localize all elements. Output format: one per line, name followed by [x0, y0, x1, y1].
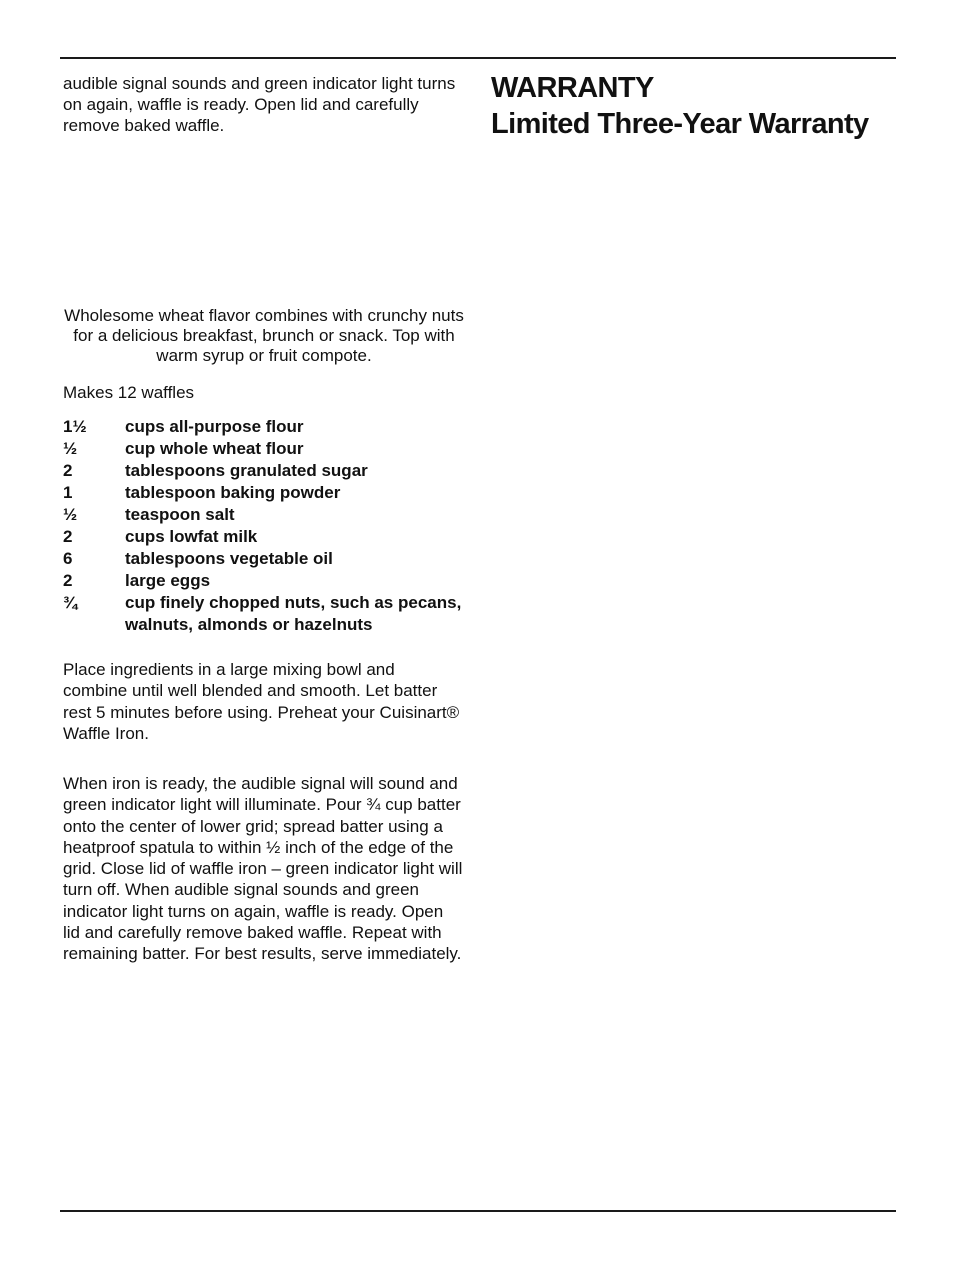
- ingredient-row: [63, 482, 463, 504]
- recipe-yield: Makes 12 waffles: [63, 383, 195, 402]
- ingredient-qty: 2: [63, 461, 73, 480]
- ingredient-qty: ½: [63, 505, 78, 524]
- ingredient-item: tablespoons granulated sugar: [125, 461, 368, 480]
- ingredient-qty: ¾: [63, 593, 78, 612]
- ingredient-item: cups lowfat milk: [125, 527, 258, 546]
- ingredient-qty: 1½: [63, 417, 87, 436]
- ingredient-qty: ½: [63, 439, 78, 458]
- ingredient-row: [63, 570, 463, 592]
- ingredient-row: [63, 504, 463, 526]
- top-rule: [60, 57, 896, 59]
- ingredient-row: [63, 592, 463, 636]
- ingredient-qty: 1: [63, 483, 73, 502]
- warranty-heading: [491, 70, 891, 142]
- bottom-rule: [60, 1210, 896, 1212]
- ingredient-row: [63, 526, 463, 548]
- ingredient-row: [63, 460, 463, 482]
- method-paragraph-bake: When iron is ready, the audible signal will sound and green indicator light will illuminate. Pour ¾ cup batter onto the center of lower grid; spread batter using a heatproof spatula to within ½ inch of the edge of the grid. Close lid of waffle iron – green indicator light will turn off. When audible signal sounds and green indicator light turns on again, waffle is ready. Open lid and carefully remove baked waffle. Repeat with remaining batter. For best results, serve immediately.: [63, 774, 463, 964]
- ingredient-item: tablespoon baking powder: [125, 483, 341, 502]
- warranty-title: WARRANTY: [491, 72, 654, 104]
- ingredient-qty: 6: [63, 549, 73, 568]
- ingredient-item: tablespoons vegetable oil: [125, 549, 333, 568]
- ingredient-qty: 2: [63, 527, 73, 546]
- method-paragraph-prep: Place ingredients in a large mixing bowl and combine until well blended and smooth. Let batter rest 5 minutes before using. Preheat your Cuisinart® Waffle Iron.: [63, 660, 460, 743]
- ingredient-row: [63, 548, 463, 570]
- recipe-intro: Wholesome wheat flavor combines with crunchy nuts for a delicious breakfast, brunch or snack. Top with warm syrup or fruit compote.: [64, 306, 464, 365]
- ingredient-item: cup finely chopped nuts, such as pecans, walnuts, almonds or hazelnuts: [125, 593, 462, 634]
- warranty-subtitle: Limited Three-Year Warranty: [491, 108, 869, 140]
- ingredient-list: [63, 416, 463, 636]
- ingredient-row: [63, 416, 463, 438]
- ingredient-qty: 2: [63, 571, 73, 590]
- ingredient-item: cups all-purpose flour: [125, 417, 304, 436]
- continued-paragraph: audible signal sounds and green indicator light turns on again, waffle is ready. Open lid and carefully remove baked waffle.: [63, 74, 456, 135]
- ingredient-item: large eggs: [125, 571, 211, 590]
- ingredient-row: [63, 438, 463, 460]
- ingredient-item: teaspoon salt: [125, 505, 235, 524]
- ingredient-item: cup whole wheat flour: [125, 439, 304, 458]
